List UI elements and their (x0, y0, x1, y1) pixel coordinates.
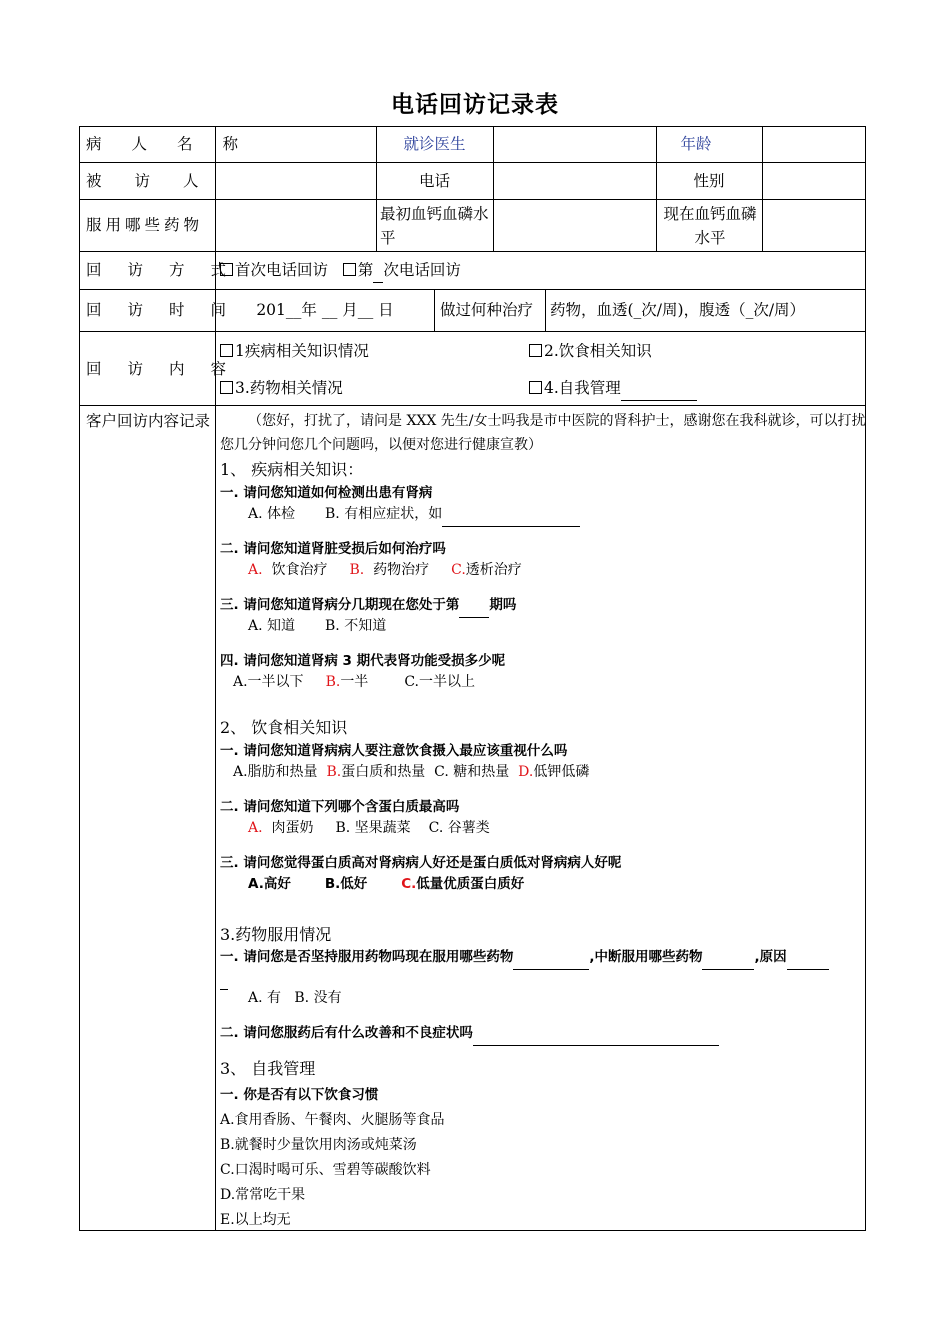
reason-blank-wrap[interactable] (220, 965, 228, 990)
s2-q2: 二. 请问您知道下列哪个含蛋白质最高吗 (220, 799, 460, 815)
s1-q4-option-c[interactable]: C.一半以上 (404, 674, 475, 690)
s1-q2-option-b[interactable]: 药物治疗 (373, 562, 430, 578)
s4-q1: 一. 你是否有以下饮食习惯 (220, 1087, 379, 1103)
s2-q3-option-b[interactable]: B.低好 (324, 876, 368, 892)
s3-q1-wrap (220, 965, 228, 990)
s3-q2 (220, 1021, 719, 1046)
medicine-field[interactable] (216, 200, 375, 250)
content-item-1-label: 1疾病相关知识情况 (235, 342, 369, 360)
gender-label: 性别 (693, 172, 725, 190)
symptom-blank[interactable] (442, 502, 580, 527)
s2-q1-option-c[interactable]: C. 糖和热量 (434, 764, 510, 780)
doctor-field[interactable] (494, 127, 655, 161)
current-drugs-blank[interactable] (513, 945, 589, 970)
reason-blank[interactable] (787, 945, 829, 970)
method-label: 回访方式 (86, 261, 253, 279)
content-item-4[interactable] (529, 376, 697, 401)
stage-blank[interactable] (459, 593, 489, 618)
s2-q2-options (248, 816, 490, 840)
s2-q3-option-a[interactable]: A.高好 (248, 876, 291, 892)
method-options (220, 258, 461, 283)
s2-q1: 一. 请问您知道肾病病人要注意饮食摄入最应该重视什么吗 (220, 743, 568, 759)
s1-q2-option-b-letter: B. (349, 562, 365, 578)
nth-call-suffix: 次电话回访 (383, 261, 461, 279)
checkbox-icon[interactable] (529, 344, 542, 357)
self-management-blank[interactable] (621, 376, 697, 401)
s1-q4-options (233, 670, 475, 694)
checkbox-icon[interactable] (529, 381, 542, 394)
doctor-label: 就诊医生 (403, 135, 466, 153)
s1-q4-option-a[interactable]: A.一半以下 (233, 674, 304, 690)
current-level-field[interactable] (763, 200, 864, 250)
visit-date[interactable]: 201__年 __ 月__ 日 (256, 301, 394, 319)
page-title: 电话回访记录表 (391, 92, 559, 118)
s1-q2-option-a[interactable]: 饮食治疗 (271, 562, 328, 578)
s1-q2-options (248, 558, 522, 582)
age-field[interactable] (763, 127, 864, 161)
visitee-field[interactable] (216, 163, 375, 198)
s2-q3-option-c[interactable]: 低量优质蛋白质好 (416, 876, 525, 892)
treatment-value[interactable]: 药物，血透(_次/周)，腹透（_次/周） (550, 301, 806, 319)
s2-q3-options (248, 872, 524, 896)
phone-label: 电话 (418, 172, 450, 190)
nth-call-checkbox[interactable] (343, 263, 356, 276)
s1-q2-option-a-letter: A. (248, 562, 263, 578)
nth-call-blank[interactable] (373, 258, 383, 283)
first-call-checkbox[interactable] (220, 263, 233, 276)
nth-call-prefix: 第 (357, 261, 374, 279)
s1-q3-option-b[interactable]: B. 不知道 (325, 618, 387, 634)
s2-q1-option-a[interactable]: A.脂肪和热量 (233, 764, 318, 780)
stopped-drugs-blank[interactable] (702, 945, 754, 970)
s2-q1-option-d-letter: D. (518, 764, 534, 780)
s1-q2: 二. 请问您知道肾脏受损后如何治疗吗 (220, 541, 446, 557)
first-call-label: 首次电话回访 (235, 261, 329, 279)
content-item-3-label: 3.药物相关情况 (235, 379, 343, 397)
section-4-title: 3、 自我管理 (220, 1059, 316, 1078)
patient-name-field[interactable] (216, 127, 375, 161)
s2-q2-option-b[interactable]: B. 坚果蔬菜 (335, 820, 411, 836)
checkbox-icon[interactable] (220, 344, 233, 357)
treatment-label: 做过何种治疗 (440, 301, 534, 319)
s2-q3: 三. 请问您觉得蛋白质高对肾病病人好还是蛋白质低对肾病病人好呢 (220, 855, 622, 871)
gender-field[interactable] (763, 163, 864, 198)
s2-q1-option-b[interactable]: 蛋白质和热量 (341, 764, 426, 780)
phone-field[interactable] (494, 163, 655, 198)
s1-q4-option-b[interactable]: 一半 (340, 674, 369, 690)
initial-level-label: 最初血钙血磷水平 (380, 205, 489, 247)
s1-q1-options (248, 502, 580, 527)
age-label: 年龄 (680, 135, 712, 153)
content-label: 回访内容 (86, 360, 253, 378)
s1-q4: 四. 请问您知道肾病 3 期代表肾功能受损多少呢 (220, 653, 506, 669)
s1-q4-option-b-letter: B. (325, 674, 341, 690)
s4-option-e[interactable]: E.以上均无 (220, 1212, 291, 1228)
s2-q2-option-a[interactable]: 肉蛋奶 (271, 820, 314, 836)
s2-q1-option-d[interactable]: 低钾低磷 (533, 764, 590, 780)
patient-name-label-text: 病人名称 (86, 135, 269, 153)
checkbox-icon[interactable] (220, 381, 233, 394)
s2-q1-option-b-letter: B. (326, 764, 342, 780)
intro-text (220, 409, 866, 457)
s3-q1-part1: 一. 请问您是否坚持服用药物吗现在服用哪些药物 (220, 949, 514, 965)
time-label: 回访时间 (86, 301, 253, 319)
s4-option-d[interactable]: D.常常吃干果 (220, 1187, 306, 1203)
content-item-2-label: 2.饮食相关知识 (544, 342, 652, 360)
s1-q2-option-c-letter: C. (451, 562, 466, 578)
s1-q3-suffix: 期吗 (489, 597, 517, 613)
s3-q1-options (248, 986, 342, 1010)
content-item-3[interactable] (220, 376, 343, 400)
s4-option-a[interactable]: A.食用香肠、午餐肉、火腿肠等食品 (220, 1112, 445, 1128)
patient-name-label (86, 132, 269, 156)
s2-q1-options (233, 760, 589, 784)
section-3-title: 3.药物服用情况 (220, 925, 332, 944)
s3-q1-part2: ,中断服用哪些药物 (589, 949, 703, 965)
s3-q2-text: 二. 请问您服药后有什么改善和不良症状吗 (220, 1025, 473, 1041)
initial-level-field[interactable] (494, 200, 655, 250)
s4-option-b[interactable]: B.就餐时少量饮用肉汤或炖菜汤 (220, 1137, 417, 1153)
s1-q1-option-b[interactable]: B. 有相应症状，如 (325, 506, 443, 522)
section-2-title: 2、 饮食相关知识 (220, 718, 348, 737)
record-label: 客户回访内容记录 (86, 412, 211, 430)
s3-q1-option-b[interactable]: B. 没有 (294, 990, 342, 1006)
improvement-blank[interactable] (473, 1021, 719, 1046)
s1-q1-option-a[interactable]: A. 体检 (248, 506, 296, 522)
intro-text-content: （您好，打扰了，请问是 XXX 先生/女士吗我是市中医院的肾科护士，感谢您在我科就诊，可以打扰您几分钟问您几个问题吗，以便对您进行健康宣教） (220, 413, 866, 453)
s4-option-c[interactable]: C.口渴时喝可乐、雪碧等碳酸饮料 (220, 1162, 431, 1178)
s2-q2-option-a-letter: A. (248, 820, 263, 836)
s1-q1: 一. 请问您知道如何检测出患有肾病 (220, 485, 433, 501)
section-1-title: 1、 疾病相关知识： (220, 460, 364, 479)
s2-q3-option-c-letter: C. (401, 876, 417, 892)
s2-q2-option-c[interactable]: C. 谷薯类 (428, 820, 490, 836)
content-item-2[interactable] (529, 339, 652, 363)
medicine-label: 服用哪些药物 (86, 216, 204, 234)
s1-q3-option-a[interactable]: A. 知道 (248, 618, 296, 634)
s3-q1 (220, 945, 829, 970)
s1-q3-prefix: 三. 请问您知道肾病分几期现在您处于第 (220, 597, 460, 613)
current-level-label: 现在血钙血磷水平 (663, 205, 757, 247)
s3-q1-part3: ,原因 (754, 949, 787, 965)
s1-q2-option-c[interactable]: 透析治疗 (465, 562, 522, 578)
content-item-1[interactable] (220, 339, 369, 363)
visitee-label: 被访人 (86, 172, 232, 190)
s1-q3-options (248, 614, 386, 638)
s3-q1-option-a[interactable]: A. 有 (248, 990, 282, 1006)
content-item-4-label: 4.自我管理 (544, 379, 621, 397)
